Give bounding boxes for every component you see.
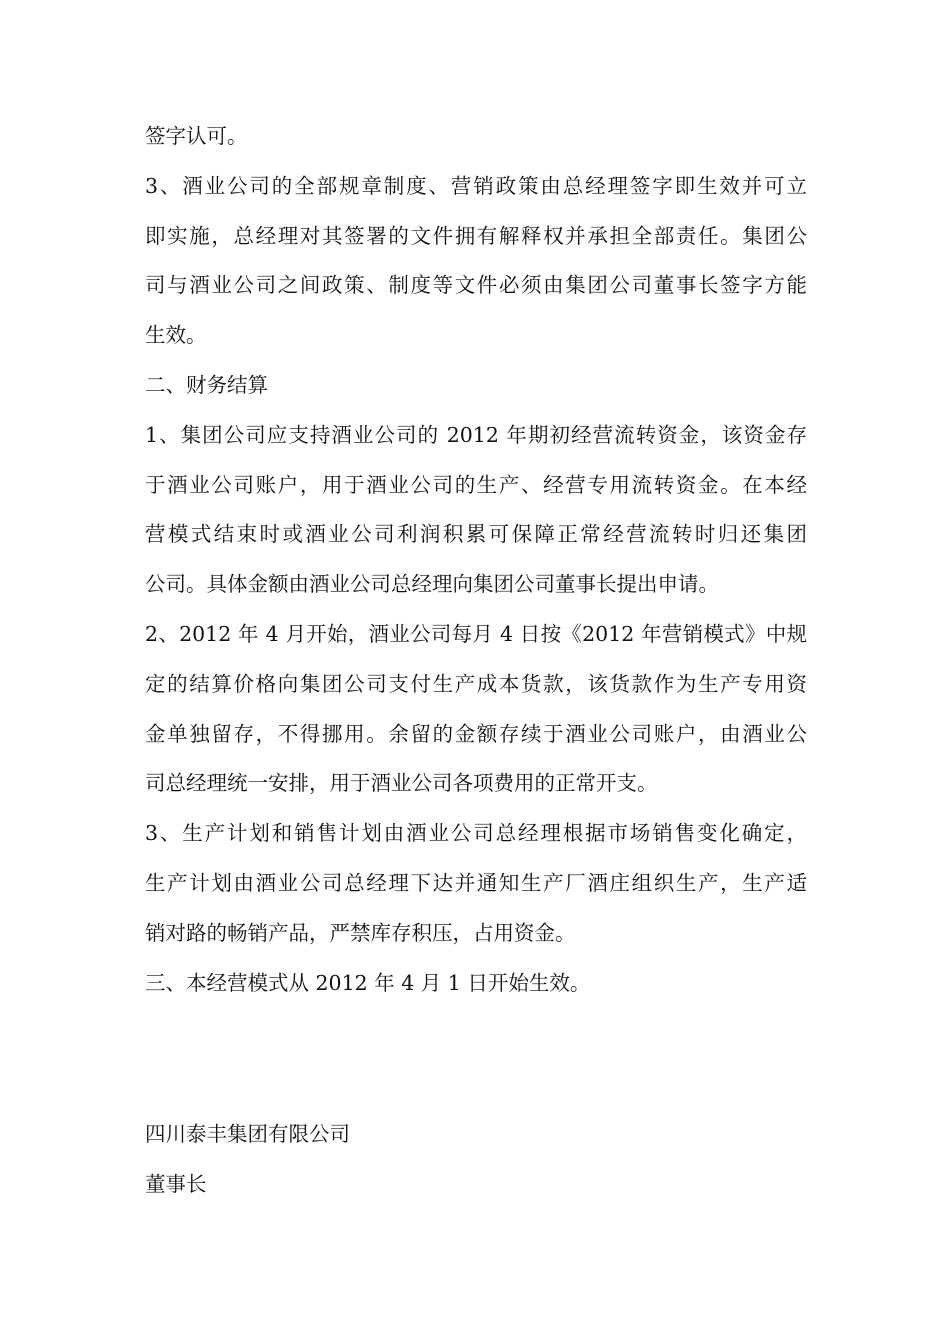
paragraph-line: 金单独留存，不得挪用。余留的金额存续于酒业公司账户，由酒业公: [145, 721, 807, 746]
paragraph-line: 3、酒业公司的全部规章制度、营销政策由总经理签字即生效并可立: [145, 173, 807, 198]
signature-block: [145, 1110, 807, 1210]
paragraph-line: 营模式结束时或酒业公司利润积累可保障正常经营流转时归还集团: [145, 522, 807, 547]
paragraph-line: 3、生产计划和销售计划由酒业公司总经理根据市场销售变化确定，: [145, 821, 807, 846]
paragraph-line: 签字认可。: [145, 124, 248, 148]
paragraph-line: 司与酒业公司之间政策、制度等文件必须由集团公司董事长签字方能: [145, 273, 807, 298]
paragraph-line: 定的结算价格向集团公司支付生产成本货款，该货款作为生产专用资: [145, 671, 807, 696]
section-heading: 二、财务结算: [145, 372, 268, 397]
document-body: [145, 112, 807, 1008]
paragraph-line: 公司。具体金额由酒业公司总经理向集团公司董事长提出申请。: [145, 572, 719, 597]
paragraph-line: 生效。: [145, 323, 207, 348]
paragraph-line: 2、2012 年 4 月开始，酒业公司每月 4 日按《2012 年营销模式》中规: [145, 621, 807, 646]
paragraph-line: 1、集团公司应支持酒业公司的 2012 年期初经营流转资金，该资金存: [145, 422, 807, 447]
paragraph-line: 于酒业公司账户，用于酒业公司的生产、经营专用流转资金。在本经: [145, 472, 807, 497]
paragraph-line: 生产计划由酒业公司总经理下达并通知生产厂酒庄组织生产，生产适: [145, 870, 807, 895]
signature-company: 四川泰丰集团有限公司: [145, 1122, 350, 1146]
paragraph-line: 销对路的畅销产品，严禁库存积压，占用资金。: [145, 920, 576, 945]
section-heading: 三、本经营模式从 2012 年 4 月 1 日开始生效。: [145, 970, 591, 995]
paragraph-line: 即实施，总经理对其签署的文件拥有解释权并承担全部责任。集团公: [145, 223, 807, 248]
paragraph-line: 司总经理统一安排，用于酒业公司各项费用的正常开支。: [145, 771, 658, 796]
signature-title: 董事长: [145, 1171, 207, 1196]
